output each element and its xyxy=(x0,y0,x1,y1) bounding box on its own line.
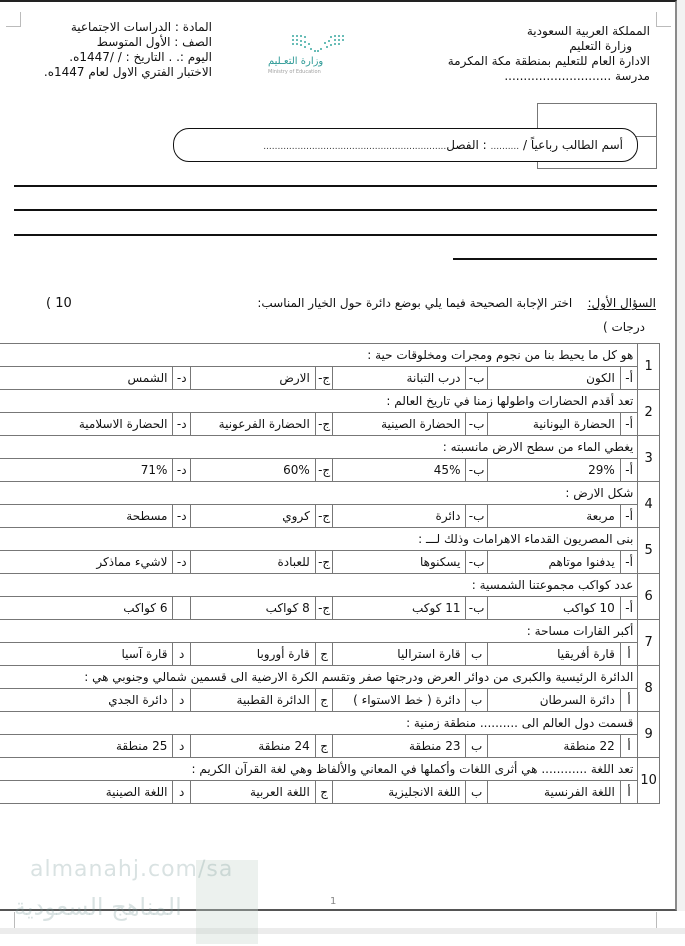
option-a-answer[interactable]: الكون xyxy=(487,367,620,390)
question-stem-row xyxy=(0,712,660,735)
directorate-text: الادارة العام للتعليم بمنطقة مكة المكرمة xyxy=(447,54,650,68)
question-options-row xyxy=(0,643,660,666)
option-a-answer[interactable]: يدفنوا موتاهم xyxy=(487,551,620,574)
option-a-letter[interactable]: أ- xyxy=(620,505,638,528)
question-stem: بنى المصريون القدماء الاهرامات وذلك لـــ : xyxy=(0,528,638,551)
option-a-letter[interactable]: أ- xyxy=(620,459,638,482)
question-stem: يغطي الماء من سطح الارض مانسبته : xyxy=(0,436,638,459)
page-number: 1 xyxy=(330,896,337,907)
question-instruction: اختر الإجابة الصحيحة فيما يلي بوضع دائرة حول الخيار المناسب: xyxy=(257,296,573,310)
question-stem-row xyxy=(0,758,660,781)
question-stem-row xyxy=(0,620,660,643)
option-c-letter[interactable]: ج xyxy=(315,781,333,804)
question-options-row xyxy=(0,551,660,574)
option-b-letter[interactable]: ب xyxy=(466,781,487,804)
exam-title: الاختبار الفتري الاول لعام 1447ه. xyxy=(43,65,212,79)
option-b-letter[interactable]: ب xyxy=(466,735,487,758)
option-b-answer[interactable]: درب التبانة xyxy=(333,367,466,390)
option-c-answer[interactable]: اللغة العربية xyxy=(190,781,315,804)
ministry-text: وزارة التعليم xyxy=(569,39,632,53)
option-d-answer[interactable]: اللغة الصينية xyxy=(0,781,173,804)
option-b-letter[interactable]: ب xyxy=(466,689,487,712)
option-b-letter[interactable]: ب- xyxy=(466,551,487,574)
option-b-letter[interactable]: ب- xyxy=(466,597,487,620)
option-d-letter[interactable]: د xyxy=(173,735,191,758)
ministry-logo xyxy=(266,33,352,79)
question-stem: هو كل ما يحيط بنا من نجوم ومجرات ومخلوقات حية : xyxy=(0,344,638,367)
option-a-answer[interactable]: 22 منطقة xyxy=(487,735,620,758)
option-c-answer[interactable]: 8 كواكب xyxy=(190,597,315,620)
question-options-row xyxy=(0,689,660,712)
option-c-answer[interactable]: للعبادة xyxy=(190,551,315,574)
answer-line[interactable] xyxy=(14,209,657,211)
option-a-letter[interactable]: أ xyxy=(620,781,638,804)
header-institution xyxy=(448,24,650,84)
logo-arabic-text: وزارة التعـليم xyxy=(268,56,324,67)
option-b-answer[interactable]: دائرة ( خط الاستواء ) xyxy=(333,689,466,712)
option-c-answer[interactable]: الدائرة القطبية xyxy=(190,689,315,712)
option-b-letter[interactable]: ب xyxy=(466,643,487,666)
option-d-letter[interactable]: د xyxy=(173,689,191,712)
option-b-letter[interactable]: ب- xyxy=(466,367,487,390)
question-heading xyxy=(257,296,656,310)
corner-mark xyxy=(14,912,16,928)
option-b-letter[interactable]: ب- xyxy=(466,413,487,436)
header-exam-info xyxy=(44,20,212,80)
option-a-answer[interactable]: 29% xyxy=(487,459,620,482)
option-d-answer[interactable]: الشمس xyxy=(0,367,173,390)
option-d-letter[interactable]: د- xyxy=(173,551,191,574)
school-text: مدرسة ............................ xyxy=(504,69,650,83)
question-number: 2 xyxy=(638,390,660,436)
option-d-letter[interactable]: د xyxy=(173,643,191,666)
option-c-letter[interactable]: ج- xyxy=(315,367,333,390)
option-b-answer[interactable]: 11 كوكب xyxy=(333,597,466,620)
watermark-text: almanahj.com/sa xyxy=(30,857,234,882)
option-d-letter[interactable]: د- xyxy=(173,413,191,436)
option-c-letter[interactable]: ج- xyxy=(315,551,333,574)
option-d-answer[interactable]: الحضارة الاسلامية xyxy=(0,413,173,436)
question-stem: تعد أقدم الحضارات واطولها زمنا في تاريخ العالم : xyxy=(0,390,638,413)
option-b-answer[interactable]: دائرة xyxy=(333,505,466,528)
class-field[interactable]: ................................................................ xyxy=(263,142,447,152)
option-d-letter[interactable]: د- xyxy=(173,505,191,528)
question-stem: تعد اللغة ............ هي أثرى اللغات وأكملها في المعاني والألفاظ وهي لغة القرآن الكريم : xyxy=(0,758,638,781)
question-stem: عدد كواكب مجموعتنا الشمسية : xyxy=(0,574,638,597)
option-d-letter[interactable] xyxy=(173,597,191,620)
option-b-answer[interactable]: الحضارة الصينية xyxy=(333,413,466,436)
option-c-letter[interactable]: ج xyxy=(315,689,333,712)
option-c-letter[interactable]: ج- xyxy=(315,459,333,482)
question-stem-row xyxy=(0,390,660,413)
question-score-unit: درجات ) xyxy=(602,320,645,334)
option-c-letter[interactable]: ج- xyxy=(315,505,333,528)
question-options-row xyxy=(0,413,660,436)
subject-text: المادة : الدراسات الاجتماعية xyxy=(70,20,212,34)
option-d-letter[interactable]: د xyxy=(173,781,191,804)
question-stem-row xyxy=(0,344,660,367)
option-d-answer[interactable]: 6 كواكب xyxy=(0,597,173,620)
option-c-letter[interactable]: ج xyxy=(315,643,333,666)
option-c-answer[interactable]: قارة أوروبا xyxy=(190,643,315,666)
option-a-letter[interactable]: أ- xyxy=(620,367,638,390)
questions-table xyxy=(0,343,660,804)
question-stem-row xyxy=(0,482,660,505)
question-stem: أكبر القارات مساحة : xyxy=(0,620,638,643)
question-options-row xyxy=(0,459,660,482)
question-number: 10 xyxy=(638,758,660,804)
option-a-answer[interactable]: اللغة الفرنسية xyxy=(487,781,620,804)
option-a-letter[interactable]: أ xyxy=(620,689,638,712)
question-stem-row xyxy=(0,436,660,459)
question-number: 9 xyxy=(638,712,660,758)
question-options-row xyxy=(0,367,660,390)
option-d-answer[interactable]: قارة آسيا xyxy=(0,643,173,666)
question-number: 3 xyxy=(638,436,660,482)
student-name-label: أسم الطالب رباعياً / xyxy=(522,138,623,152)
option-d-answer[interactable]: لاشيء مماذكر xyxy=(0,551,173,574)
question-options-row xyxy=(0,781,660,804)
option-a-answer[interactable]: دائرة السرطان xyxy=(487,689,620,712)
page-gap xyxy=(0,928,685,934)
option-a-letter[interactable]: أ- xyxy=(620,597,638,620)
option-c-answer[interactable]: الحضارة الفرعونية xyxy=(190,413,315,436)
watermark-logo: المناهج السعودية xyxy=(14,893,182,921)
option-d-answer[interactable]: مسطحة xyxy=(0,505,173,528)
option-b-answer[interactable]: 23 منطقة xyxy=(333,735,466,758)
question-number: 6 xyxy=(638,574,660,620)
question-options-row xyxy=(0,597,660,620)
option-d-letter[interactable]: د- xyxy=(173,459,191,482)
option-a-letter[interactable]: أ- xyxy=(620,551,638,574)
option-c-letter[interactable]: ج- xyxy=(315,413,333,436)
option-a-letter[interactable]: أ xyxy=(620,643,638,666)
question-label: السؤال الأول: xyxy=(587,296,656,310)
grade-text: الصف : الأول المتوسط xyxy=(96,35,212,49)
option-d-answer[interactable]: 25 منطقة xyxy=(0,735,173,758)
corner-mark xyxy=(6,12,21,27)
question-stem: قسمت دول العالم الى .......... منطقة زمنية : xyxy=(0,712,638,735)
option-d-answer[interactable]: 71% xyxy=(0,459,173,482)
option-c-answer[interactable]: 60% xyxy=(190,459,315,482)
question-number: 5 xyxy=(638,528,660,574)
option-a-answer[interactable]: الحضارة اليونانية xyxy=(487,413,620,436)
option-d-letter[interactable]: د- xyxy=(173,367,191,390)
option-c-letter[interactable]: ج- xyxy=(315,597,333,620)
question-number: 1 xyxy=(638,344,660,390)
option-b-letter[interactable]: ب- xyxy=(466,505,487,528)
option-a-letter[interactable]: أ xyxy=(620,735,638,758)
corner-mark xyxy=(656,12,671,27)
logo-dots-icon xyxy=(292,35,346,53)
option-a-answer[interactable]: مربعة xyxy=(487,505,620,528)
option-b-answer[interactable]: اللغة الانجليزية xyxy=(333,781,466,804)
option-d-answer[interactable]: دائرة الجدي xyxy=(0,689,173,712)
option-c-answer[interactable]: الارض xyxy=(190,367,315,390)
option-c-answer[interactable]: كروي xyxy=(190,505,315,528)
option-a-answer[interactable]: قارة أفريقيا xyxy=(487,643,620,666)
option-c-answer[interactable]: 24 منطقة xyxy=(190,735,315,758)
kingdom-text: المملكة العربية السعودية xyxy=(526,24,650,38)
class-label: : الفصل xyxy=(446,138,487,152)
answer-line[interactable] xyxy=(14,185,657,187)
logo-english-text: Ministry of Education xyxy=(268,69,321,75)
question-number: 7 xyxy=(638,620,660,666)
option-c-letter[interactable]: ج xyxy=(315,735,333,758)
option-a-letter[interactable]: أ- xyxy=(620,413,638,436)
question-stem-row xyxy=(0,574,660,597)
answer-line[interactable] xyxy=(14,234,657,236)
option-b-answer[interactable]: 45% xyxy=(333,459,466,482)
question-stem: الدائرة الرئيسية والكبرى من دوائر العرض ودرجتها صفر وتقسم الكرة الارضية الى قسمين شمالي وجنوبي هي : xyxy=(0,666,638,689)
student-name-field[interactable]: .......... xyxy=(490,142,520,152)
option-a-answer[interactable]: 10 كواكب xyxy=(487,597,620,620)
option-b-answer[interactable]: قارة استراليا xyxy=(333,643,466,666)
watermark-block xyxy=(196,860,258,944)
question-stem-row xyxy=(0,666,660,689)
option-b-answer[interactable]: يسكنوها xyxy=(333,551,466,574)
student-info-box xyxy=(173,128,638,162)
question-stem-row xyxy=(0,528,660,551)
question-options-row xyxy=(0,505,660,528)
option-b-letter[interactable]: ب- xyxy=(466,459,487,482)
question-stem: شكل الارض : xyxy=(0,482,638,505)
question-options-row xyxy=(0,735,660,758)
corner-mark xyxy=(656,912,658,928)
date-text: اليوم :. . التاريخ : / /1447ه. xyxy=(69,50,212,64)
question-number: 8 xyxy=(638,666,660,712)
question-number: 4 xyxy=(638,482,660,528)
question-score: ( 10 xyxy=(46,296,72,311)
answer-line[interactable] xyxy=(453,258,657,260)
